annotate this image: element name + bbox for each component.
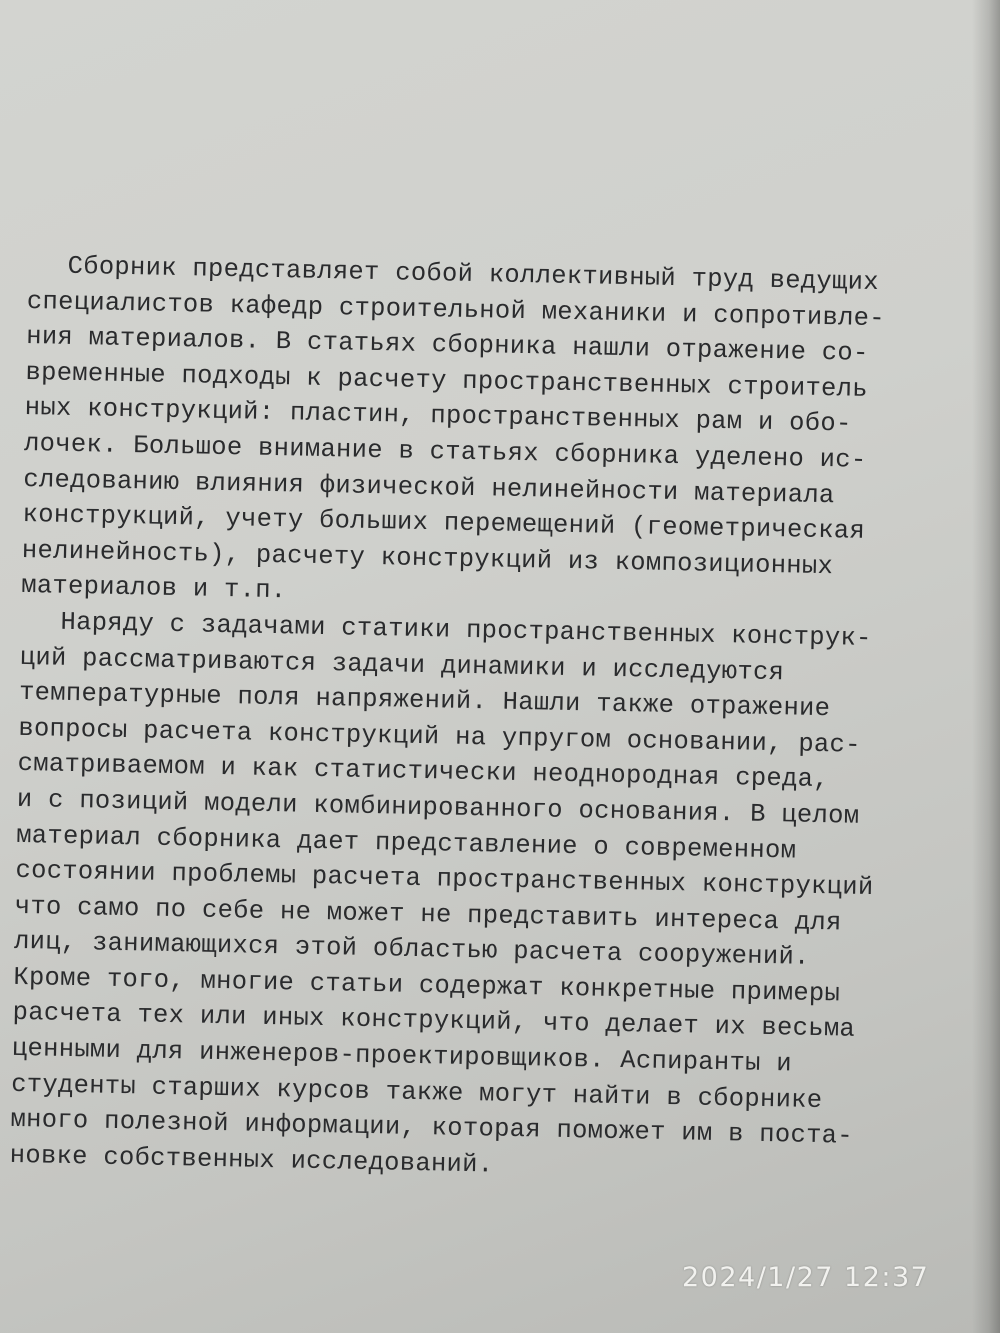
text-line: временные подходы к расчету пространственных строитель [25, 357, 869, 404]
page-edge-shadow [972, 0, 1000, 1333]
text-line: Кроме того, многие статьи содержат конкретные примеры [13, 962, 841, 1009]
text-line: следованию влияния физической нелинейности материала [23, 464, 835, 510]
text-line: сматриваемом и как статистически неоднородная среда, [17, 749, 830, 795]
text-line: материал сборника дает представление о современном [15, 820, 797, 866]
text-line: лочек. Большое внимание в статьях сборника уделено ис- [23, 428, 867, 475]
text-line: ния материалов. В статьях сборника нашли отражение со- [25, 322, 869, 369]
text-line: состоянии проблемы расчета пространственных конструкций [15, 855, 874, 903]
text-line: и с позиций модели комбинированного основания. В целом [16, 784, 860, 831]
text-line: расчета тех или иных конструкций, что делает их весьма [12, 998, 856, 1045]
paragraph-1 [21, 248, 973, 623]
text-line: ценными для инженеров-проектировщиков. Аспиранты и [11, 1033, 793, 1079]
annotation-text [9, 248, 972, 1192]
text-line: ций рассматриваются задачи динамики и исследуются [19, 642, 785, 687]
text-line: Наряду с задачами статики пространственных конструк- [60, 607, 872, 653]
text-line: лиц, занимающихся этой областью расчета сооружений. [13, 927, 810, 973]
photo-timestamp: 2024/1/27 12:37 [682, 1262, 930, 1293]
paragraph-2 [9, 604, 965, 1192]
text-line: материалов и т.п. [20, 571, 287, 606]
text-line: температурные поля напряжений. Нашли также отражение [18, 678, 831, 724]
text-line: нелинейность), расчету конструкций из композиционных [21, 535, 834, 581]
text-line: много полезной информации, которая поможет им в поста- [10, 1105, 854, 1151]
text-line: что само по себе не может не представить интереса для [14, 891, 842, 938]
text-line: новке собственных исследований. [9, 1140, 494, 1180]
text-line: ных конструкций: пластин, пространственных рам и обо- [24, 393, 852, 439]
text-line: конструкций, учету больших перемещений (геометрическая [22, 500, 866, 547]
text-line: вопросы расчета конструкций на упругом основании, рас- [18, 713, 862, 760]
text-line: студенты старших курсов также могут найти в сборнике [10, 1069, 823, 1115]
text-line: Сборник представляет собой коллективный труд ведущих [67, 251, 880, 298]
text-line: специалистов кафедр строительной механики и сопротивле- [26, 286, 886, 333]
